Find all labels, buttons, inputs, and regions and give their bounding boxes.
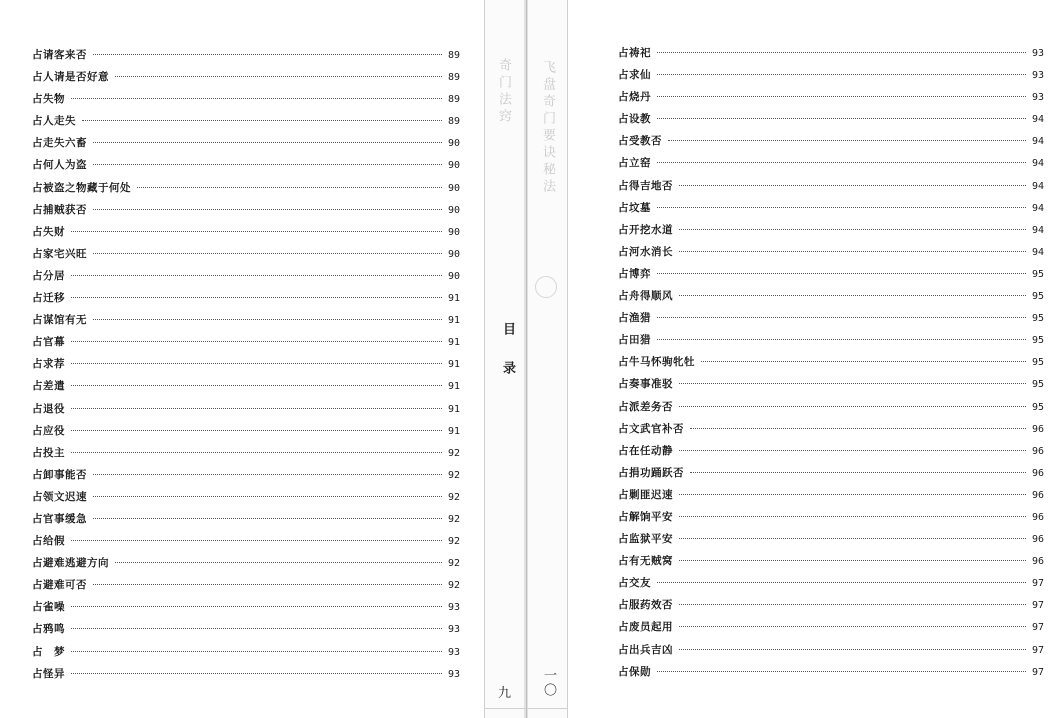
toc-entry-page: 91 (447, 293, 460, 305)
spine-gutter-line (526, 0, 527, 718)
toc-entry-page: 94 (1031, 202, 1044, 214)
dot-leader (71, 540, 442, 541)
toc-entry-title: 占设教 (618, 113, 651, 126)
toc-entry-page: 95 (1031, 379, 1044, 391)
toc-entry-page: 93 (1031, 70, 1044, 82)
toc-entry-page: 91 (447, 403, 460, 415)
dot-leader (690, 472, 1026, 473)
toc-entry-title: 占文武官补否 (618, 422, 684, 435)
dot-leader (93, 54, 442, 55)
toc-entry (618, 506, 1044, 528)
toc-entry-page: 90 (447, 270, 460, 282)
dot-leader (93, 518, 442, 519)
toc-entry (32, 88, 460, 110)
toc-entry (32, 132, 460, 154)
toc-entry-title: 占派差务否 (618, 400, 673, 413)
toc-entry-title: 占捕贼获否 (32, 203, 87, 216)
toc-entry (32, 265, 460, 287)
dot-leader (679, 185, 1026, 186)
dot-leader (657, 582, 1026, 583)
toc-entry (32, 110, 460, 132)
toc-entry (32, 66, 460, 88)
toc-entry-title: 占求仙 (618, 69, 651, 82)
toc-entry-title: 占卸事能否 (32, 468, 87, 481)
dot-leader (71, 363, 442, 364)
dot-leader (668, 140, 1026, 141)
dot-leader (71, 628, 442, 629)
toc-entry-title: 占开挖水道 (618, 223, 673, 236)
toc-entry (618, 661, 1044, 683)
page-number-right: 一〇 (541, 668, 556, 698)
toc-entry-title: 占谋馆有无 (32, 314, 87, 327)
toc-entry-title: 占人请是否好意 (32, 71, 109, 84)
dot-leader (71, 673, 442, 674)
toc-entry-title: 占牛马怀驹牝牡 (618, 356, 695, 369)
toc-list-right (618, 42, 1044, 683)
dot-leader (93, 496, 442, 497)
spine-book-title-right: 飞盘奇门要诀秘法 (540, 60, 555, 196)
toc-entry-title: 占剿匪迟速 (618, 488, 673, 501)
toc-entry-page: 94 (1031, 224, 1044, 236)
dot-leader (679, 538, 1026, 539)
toc-entry-title: 占烧丹 (618, 91, 651, 104)
toc-entry-page: 94 (1031, 246, 1044, 258)
dot-leader (71, 452, 442, 453)
toc-entry (32, 663, 460, 685)
dot-leader (657, 96, 1026, 97)
dot-leader (93, 584, 442, 585)
dot-leader (71, 275, 442, 276)
toc-entry-title: 占出兵吉凶 (618, 643, 673, 656)
toc-entry (618, 130, 1044, 152)
dot-leader (71, 651, 442, 652)
toc-entry-page: 90 (447, 160, 460, 172)
toc-entry (618, 152, 1044, 174)
toc-entry-title: 占差遣 (32, 380, 65, 393)
toc-entry-page: 92 (447, 558, 460, 570)
toc-entry-title: 占给假 (32, 535, 65, 548)
dot-leader (657, 118, 1026, 119)
toc-entry-page: 96 (1031, 445, 1044, 457)
section-title: 目录 (500, 322, 515, 400)
toc-entry (32, 486, 460, 508)
toc-entry (618, 42, 1044, 64)
toc-entry (618, 307, 1044, 329)
dot-leader (679, 494, 1026, 495)
dot-leader (679, 560, 1026, 561)
toc-entry (32, 353, 460, 375)
toc-entry (32, 574, 460, 596)
toc-entry-page: 92 (447, 513, 460, 525)
toc-entry-title: 占求荐 (32, 358, 65, 371)
spine-book-title-left: 奇门法窍 (496, 58, 511, 126)
toc-entry (618, 594, 1044, 616)
toc-entry (618, 484, 1044, 506)
toc-entry-title: 占被盗之物藏于何处 (32, 181, 131, 194)
toc-entry (32, 243, 460, 265)
toc-entry-page: 90 (447, 138, 460, 150)
toc-entry-page: 92 (447, 580, 460, 592)
toc-entry-page: 91 (447, 337, 460, 349)
toc-entry-title: 占失物 (32, 93, 65, 106)
dot-leader (657, 317, 1026, 318)
toc-entry-page: 96 (1031, 489, 1044, 501)
left-page (0, 0, 484, 718)
toc-entry-title: 占家宅兴旺 (32, 247, 87, 260)
toc-entry-page: 89 (447, 94, 460, 106)
toc-entry-page: 97 (1031, 600, 1044, 612)
toc-entry (618, 86, 1044, 108)
toc-entry-page: 94 (1031, 136, 1044, 148)
toc-entry (32, 464, 460, 486)
toc-entry (618, 572, 1044, 594)
toc-entry-page: 91 (447, 425, 460, 437)
dot-leader (71, 385, 442, 386)
dot-leader (657, 207, 1026, 208)
toc-entry-page: 90 (447, 248, 460, 260)
dot-leader (701, 361, 1026, 362)
toc-entry-title: 占怪异 (32, 667, 65, 680)
dot-leader (115, 562, 442, 563)
toc-entry (32, 398, 460, 420)
toc-entry (32, 508, 460, 530)
dot-leader (679, 604, 1026, 605)
toc-entry (32, 154, 460, 176)
dot-leader (679, 516, 1026, 517)
toc-entry-page: 96 (1031, 534, 1044, 546)
toc-entry-page: 96 (1031, 511, 1044, 523)
dot-leader (657, 74, 1026, 75)
toc-entry-title: 占请客来否 (32, 49, 87, 61)
toc-entry-page: 89 (447, 50, 460, 61)
toc-entry-page: 95 (1031, 401, 1044, 413)
toc-entry-page: 93 (447, 646, 460, 658)
dot-leader (93, 474, 442, 475)
toc-entry (32, 287, 460, 309)
toc-entry (32, 442, 460, 464)
spine-edge-left (484, 0, 485, 718)
toc-entry-title: 占河水消长 (618, 245, 673, 258)
toc-entry (32, 331, 460, 353)
toc-entry-title: 占舟得顺风 (618, 290, 673, 303)
toc-entry-title: 占保勋 (618, 665, 651, 678)
dot-leader (93, 319, 442, 320)
book-spine (484, 0, 568, 718)
toc-entry-title: 占博弈 (618, 267, 651, 280)
toc-entry-page: 97 (1031, 644, 1044, 656)
toc-entry-page: 95 (1031, 357, 1044, 369)
dot-leader (93, 209, 442, 210)
toc-entry-page: 89 (447, 72, 460, 84)
toc-entry-title: 占避难可否 (32, 579, 87, 592)
dot-leader (93, 253, 442, 254)
toc-entry-page: 93 (447, 668, 460, 680)
toc-entry-title: 占鸦鸣 (32, 623, 65, 636)
toc-entry (618, 219, 1044, 241)
dot-leader (115, 76, 442, 77)
toc-entry-page: 92 (447, 491, 460, 503)
toc-entry-title: 占监狱平安 (618, 533, 673, 546)
toc-entry-title: 占得吉地否 (618, 179, 673, 192)
toc-entry-title: 占受教否 (618, 135, 662, 148)
toc-entry-title: 占迁移 (32, 292, 65, 305)
toc-entry-page: 90 (447, 182, 460, 194)
dot-leader (71, 606, 442, 607)
toc-entry-title: 占 梦 (32, 645, 65, 658)
toc-entry (32, 530, 460, 552)
toc-entry (618, 462, 1044, 484)
toc-entry (618, 550, 1044, 572)
dot-leader (71, 297, 442, 298)
toc-entry (618, 528, 1044, 550)
dot-leader (657, 162, 1026, 163)
toc-entry-title: 占坟墓 (618, 201, 651, 214)
toc-entry-title: 占解饷平安 (618, 510, 673, 523)
toc-entry (618, 329, 1044, 351)
toc-entry (32, 44, 460, 66)
toc-entry (618, 396, 1044, 418)
toc-entry (618, 175, 1044, 197)
dot-leader (82, 120, 442, 121)
toc-entry (32, 596, 460, 618)
toc-entry-page: 91 (447, 381, 460, 393)
toc-entry-page: 94 (1031, 114, 1044, 126)
toc-entry-page: 91 (447, 359, 460, 371)
toc-entry (618, 108, 1044, 130)
dot-leader (690, 428, 1026, 429)
toc-entry-title: 占渔猎 (618, 312, 651, 325)
toc-entry-title: 占服药效否 (618, 599, 673, 612)
toc-entry (618, 241, 1044, 263)
toc-entry-page: 96 (1031, 556, 1044, 568)
toc-entry-title: 占官幕 (32, 336, 65, 349)
dot-leader (71, 341, 442, 342)
toc-entry-title: 占失财 (32, 225, 65, 238)
toc-entry-title: 占避难逃避方向 (32, 557, 109, 570)
toc-entry-title: 占祷祀 (618, 47, 651, 59)
toc-entry-page: 93 (447, 624, 460, 636)
toc-entry-page: 95 (1031, 268, 1044, 280)
toc-entry-page: 97 (1031, 666, 1044, 678)
toc-entry-title: 占交友 (618, 577, 651, 590)
dot-leader (71, 430, 442, 431)
dot-leader (657, 339, 1026, 340)
toc-entry (32, 618, 460, 640)
toc-entry (32, 177, 460, 199)
toc-entry-page: 94 (1031, 158, 1044, 170)
toc-entry (618, 418, 1044, 440)
dot-leader (679, 229, 1026, 230)
dot-leader (679, 406, 1026, 407)
dot-leader (71, 408, 442, 409)
toc-entry-page: 89 (447, 116, 460, 128)
toc-entry (618, 64, 1044, 86)
toc-entry-title: 占人走失 (32, 115, 76, 128)
toc-entry-title: 占奏事准驳 (618, 378, 673, 391)
dot-leader (657, 671, 1026, 672)
toc-entry (32, 375, 460, 397)
toc-entry-page: 96 (1031, 423, 1044, 435)
dot-leader (657, 273, 1026, 274)
toc-entry-title: 占在任动静 (618, 444, 673, 457)
toc-entry (618, 440, 1044, 462)
page-number-left: 九 (498, 686, 512, 701)
dot-leader (71, 231, 442, 232)
toc-entry-page: 95 (1031, 335, 1044, 347)
toc-entry-title: 占何人为盗 (32, 159, 87, 172)
toc-entry-page: 97 (1031, 578, 1044, 590)
toc-entry (618, 639, 1044, 661)
dot-leader (679, 383, 1026, 384)
toc-entry-title: 占废员起用 (618, 621, 673, 634)
toc-entry-page: 92 (447, 469, 460, 481)
toc-entry-title: 占官事缓急 (32, 512, 87, 525)
toc-entry-page: 95 (1031, 291, 1044, 303)
toc-entry-page: 93 (447, 602, 460, 614)
toc-entry (32, 552, 460, 574)
toc-entry (32, 221, 460, 243)
toc-entry-page: 90 (447, 204, 460, 216)
toc-entry-title: 占捐功踊跃否 (618, 466, 684, 479)
toc-entry (618, 351, 1044, 373)
toc-entry (32, 199, 460, 221)
toc-entry (32, 641, 460, 663)
toc-entry (618, 197, 1044, 219)
toc-entry-page: 90 (447, 226, 460, 238)
toc-entry (618, 616, 1044, 638)
toc-entry-page: 92 (447, 536, 460, 548)
toc-entry-title: 占立窑 (618, 157, 651, 170)
toc-list-left (32, 44, 460, 685)
dot-leader (679, 295, 1026, 296)
toc-entry-title: 占退役 (32, 402, 65, 415)
dot-leader (679, 251, 1026, 252)
toc-entry-title: 占有无贼窝 (618, 555, 673, 568)
toc-entry-title: 占田猎 (618, 334, 651, 347)
dot-leader (657, 52, 1026, 53)
dot-leader (137, 187, 442, 188)
toc-entry-title: 占应役 (32, 424, 65, 437)
toc-entry-page: 91 (447, 315, 460, 327)
toc-entry (32, 309, 460, 331)
dot-leader (679, 649, 1026, 650)
toc-entry (618, 373, 1044, 395)
right-page (568, 0, 1052, 718)
toc-entry-page: 96 (1031, 467, 1044, 479)
toc-entry-title: 占走失六畜 (32, 137, 87, 150)
dot-leader (679, 450, 1026, 451)
dot-leader (679, 626, 1026, 627)
toc-entry-title: 占投主 (32, 446, 65, 459)
toc-entry-title: 占分居 (32, 269, 65, 282)
toc-entry-page: 93 (1031, 92, 1044, 104)
toc-entry-page: 94 (1031, 180, 1044, 192)
toc-entry (618, 263, 1044, 285)
toc-entry (618, 285, 1044, 307)
toc-entry-title: 占雀噪 (32, 601, 65, 614)
spine-seal-mark (535, 276, 557, 298)
toc-entry-page: 95 (1031, 313, 1044, 325)
dot-leader (93, 164, 442, 165)
dot-leader (93, 142, 442, 143)
dot-leader (71, 98, 442, 99)
toc-entry (32, 420, 460, 442)
spine-foot-line (484, 708, 568, 709)
toc-entry-page: 92 (447, 447, 460, 459)
toc-entry-page: 93 (1031, 48, 1044, 59)
toc-entry-page: 97 (1031, 622, 1044, 634)
toc-entry-title: 占领文迟速 (32, 490, 87, 503)
